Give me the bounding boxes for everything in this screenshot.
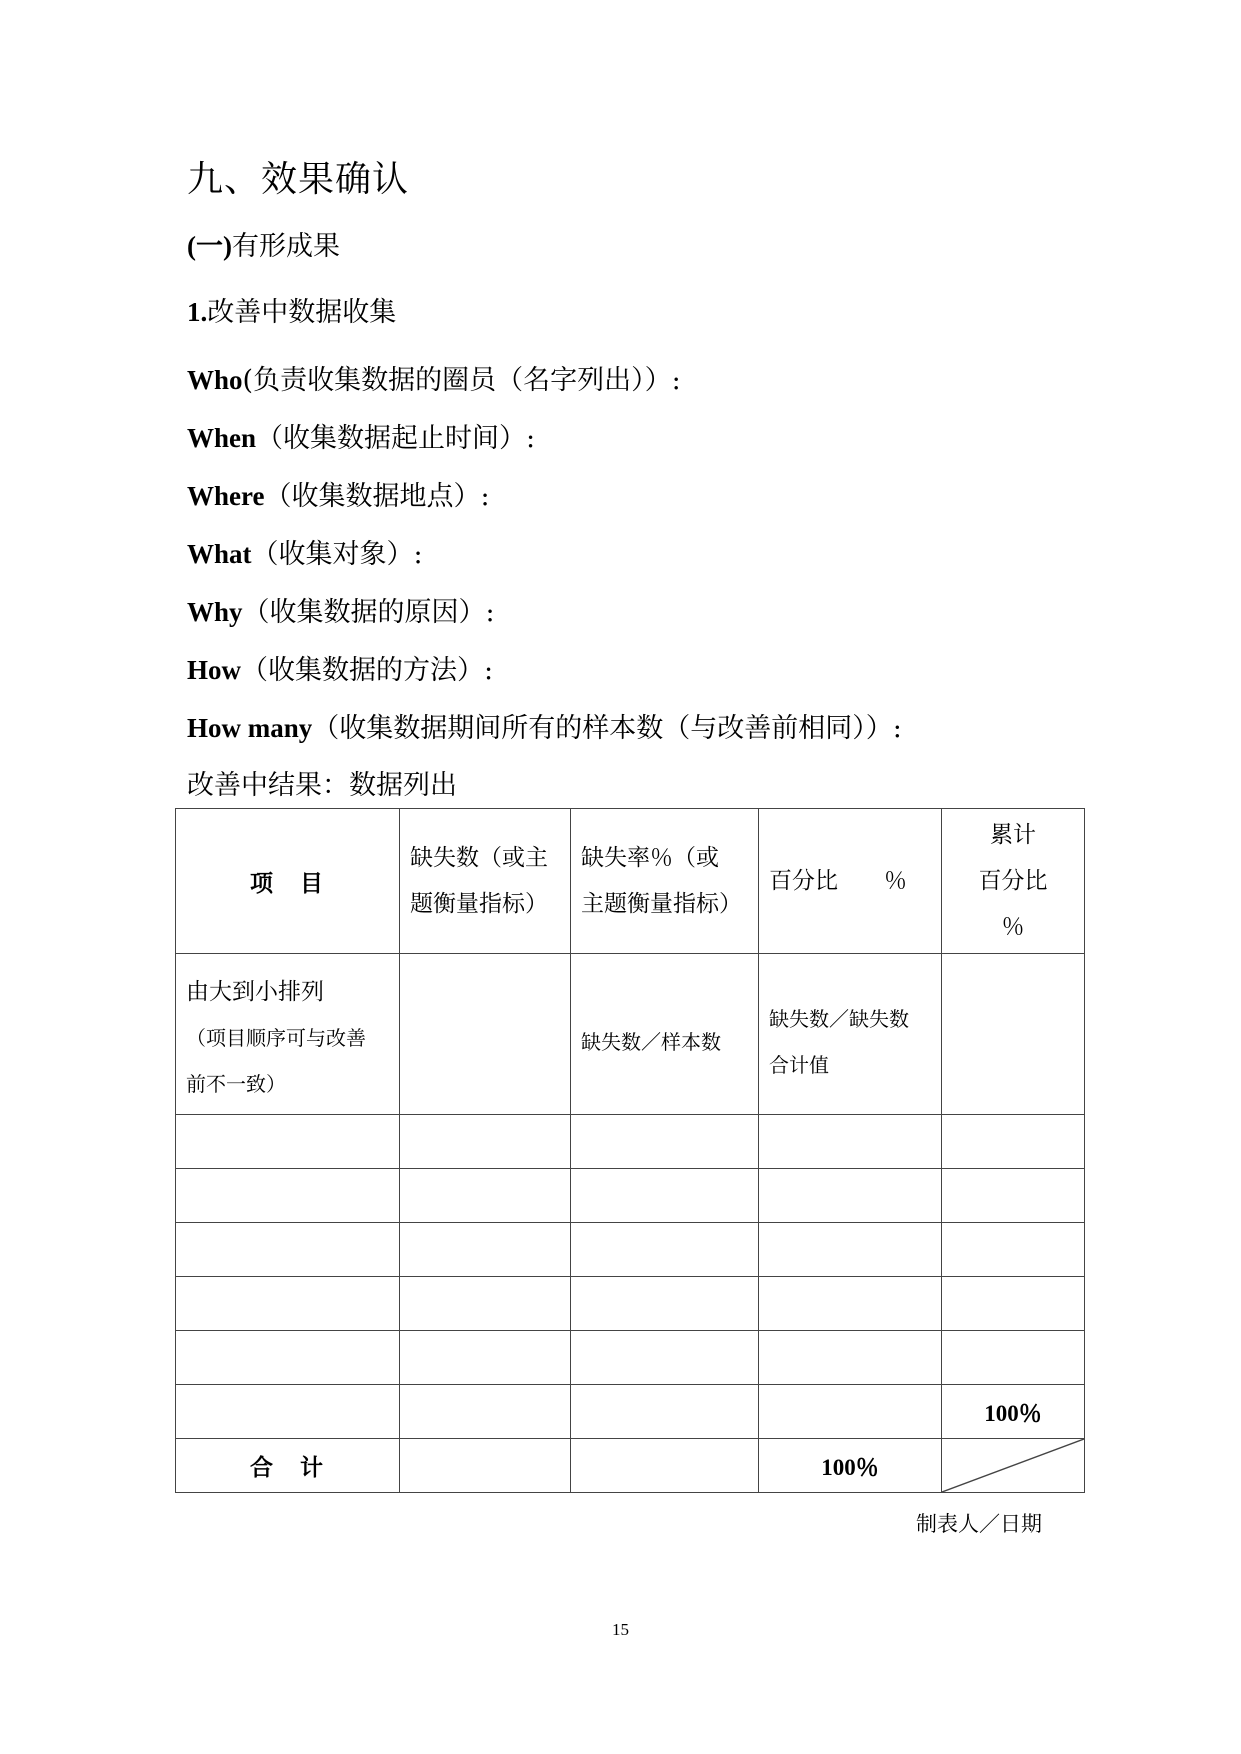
header-cum-line1: 累计 bbox=[990, 822, 1036, 848]
desc-rate: 缺失数／样本数 bbox=[571, 954, 759, 1115]
table-cell bbox=[571, 1277, 759, 1331]
table-cell bbox=[942, 1223, 1085, 1277]
table-cell bbox=[942, 1169, 1085, 1223]
table-cell bbox=[759, 1277, 942, 1331]
table-cell bbox=[176, 1169, 400, 1223]
table-cell bbox=[759, 1331, 942, 1385]
total-row bbox=[176, 1439, 1085, 1493]
header-rate-line2: 主题衡量指标） bbox=[581, 891, 742, 917]
desc-item-line3: 前不一致） bbox=[186, 1072, 286, 1096]
table-cell bbox=[571, 1385, 759, 1439]
header-rate-line1: 缺失率％（或 bbox=[581, 845, 719, 871]
header-count bbox=[400, 809, 571, 954]
diagonal-cell bbox=[942, 1439, 1085, 1493]
question-when bbox=[187, 420, 535, 457]
table-cell bbox=[176, 1385, 400, 1439]
question-where bbox=[187, 478, 490, 515]
question-label: Why bbox=[187, 597, 243, 627]
table-cell bbox=[942, 1277, 1085, 1331]
header-cum-line2: 百分比 bbox=[978, 868, 1048, 894]
question-label: What bbox=[187, 539, 252, 569]
table-cell bbox=[759, 1169, 942, 1223]
table-cell bbox=[400, 1277, 571, 1331]
question-why bbox=[187, 594, 495, 631]
page-number: 15 bbox=[612, 1620, 629, 1639]
table-row bbox=[176, 1385, 1085, 1439]
table-cell bbox=[400, 954, 571, 1115]
question-label: Where bbox=[187, 481, 265, 511]
table-row bbox=[176, 1277, 1085, 1331]
question-what bbox=[187, 536, 423, 573]
question-how-many bbox=[187, 710, 902, 747]
table-cell bbox=[571, 1439, 759, 1493]
desc-percent-line2: 合计值 bbox=[769, 1053, 829, 1077]
header-cum-line3: ％ bbox=[1001, 914, 1025, 940]
subheading bbox=[187, 228, 340, 265]
table-row bbox=[176, 1169, 1085, 1223]
table-cell bbox=[942, 1331, 1085, 1385]
question-text: （收集数据地点）: bbox=[264, 481, 490, 512]
cumulative-final: 100％ bbox=[942, 1385, 1085, 1439]
desc-item-line1: 由大到小排列 bbox=[186, 979, 324, 1005]
question-text: （收集数据的方法）: bbox=[241, 655, 494, 686]
result-title: 改善中结果：数据列出 bbox=[187, 770, 457, 801]
question-how bbox=[187, 652, 493, 689]
table-cell bbox=[400, 1439, 571, 1493]
header-cumulative bbox=[942, 809, 1085, 954]
table-row bbox=[176, 1331, 1085, 1385]
question-label: When bbox=[187, 423, 257, 453]
table-cell bbox=[571, 1331, 759, 1385]
table-cell bbox=[400, 1115, 571, 1169]
question-text: (负责收集数据的圈员（名字列出））: bbox=[242, 365, 681, 396]
section-title bbox=[187, 294, 396, 331]
table-cell bbox=[759, 1223, 942, 1277]
table-cell bbox=[759, 1385, 942, 1439]
desc-percent-line1: 缺失数／缺失数 bbox=[769, 1007, 909, 1031]
desc-percent bbox=[759, 954, 942, 1115]
section-text: 改善中数据收集 bbox=[207, 297, 397, 328]
question-label: How bbox=[187, 655, 241, 685]
header-count-line1: 缺失数（或主 bbox=[410, 845, 548, 871]
table-cell bbox=[571, 1115, 759, 1169]
table-cell bbox=[400, 1223, 571, 1277]
table-cell bbox=[571, 1223, 759, 1277]
header-count-line2: 题衡量指标） bbox=[410, 891, 548, 917]
page-title: 九、效果确认 bbox=[187, 159, 410, 200]
subheading-text: 有形成果 bbox=[231, 231, 340, 262]
data-table bbox=[175, 808, 1085, 1493]
question-text: （收集对象）: bbox=[251, 539, 423, 570]
subheading-prefix: (一) bbox=[187, 231, 232, 261]
question-text: （收集数据起止时间）: bbox=[256, 423, 536, 454]
question-text: （收集数据期间所有的样本数（与改善前相同））: bbox=[312, 713, 902, 744]
table-row bbox=[176, 1223, 1085, 1277]
desc-item-line2: （项目顺序可与改善 bbox=[186, 1026, 366, 1050]
table-cell bbox=[400, 1169, 571, 1223]
table-cell bbox=[942, 1115, 1085, 1169]
table-cell bbox=[400, 1331, 571, 1385]
table-row bbox=[176, 954, 1085, 1115]
table-cell bbox=[571, 1169, 759, 1223]
table-header-row bbox=[176, 809, 1085, 954]
question-label: Who bbox=[187, 365, 243, 395]
total-percent: 100％ bbox=[759, 1439, 942, 1493]
table-cell bbox=[176, 1223, 400, 1277]
desc-item bbox=[176, 954, 400, 1115]
table-row bbox=[176, 1115, 1085, 1169]
table-cell bbox=[176, 1331, 400, 1385]
question-text: （收集数据的原因）: bbox=[242, 597, 495, 628]
header-item: 项 目 bbox=[176, 809, 400, 954]
table-cell bbox=[942, 954, 1085, 1115]
table-cell bbox=[400, 1385, 571, 1439]
table-cell bbox=[176, 1115, 400, 1169]
table-cell bbox=[176, 1277, 400, 1331]
question-label: How many bbox=[187, 713, 313, 743]
section-prefix: 1. bbox=[187, 297, 208, 327]
header-rate bbox=[571, 809, 759, 954]
total-label: 合 计 bbox=[176, 1439, 400, 1493]
table-maker-date: 制表人／日期 bbox=[916, 1512, 1042, 1536]
question-who bbox=[187, 362, 681, 399]
table-cell bbox=[759, 1115, 942, 1169]
header-percent: 百分比 ％ bbox=[759, 809, 942, 954]
diagonal-line bbox=[942, 1439, 1084, 1492]
